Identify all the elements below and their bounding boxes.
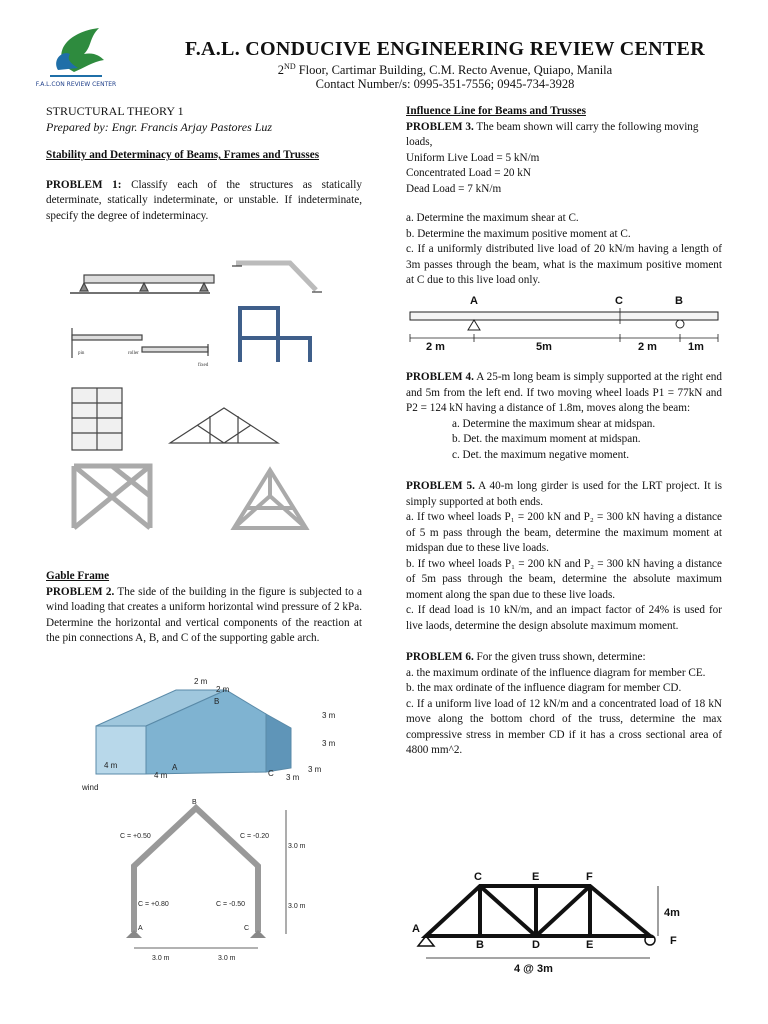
dim-4m-a: 4 m [104, 761, 118, 770]
p6-part-a: a. the maximum ordinate of the influence diagram for member CE. [406, 666, 706, 679]
dim-2m-a: 2 m [194, 677, 208, 686]
p5-part-b: b. If two wheel loads P₁ = 200 kN and P₂ = 300 kN having a distance of 5m pass through the beam, determine the absolute maximum moment along the span due to these live loads. [406, 557, 722, 601]
truss-figure [408, 866, 698, 976]
section-stability: Stability and Determinacy of Beams, Frames and Trusses [46, 149, 320, 161]
right-column [406, 104, 722, 289]
coef-c4: C = -0.50 [216, 901, 245, 908]
p3-load-1: Uniform Live Load = 5 kN/m [406, 151, 540, 164]
center-title: F.A.L. CONDUCIVE ENGINEERING REVIEW CENTER [185, 38, 705, 60]
fig-pin-label: pin [78, 351, 85, 356]
p4-part-b: b. Det. the maximum moment at midspan. [452, 433, 641, 445]
truss-node-e-top: E [532, 871, 540, 883]
p3-load-2: Concentrated Load = 20 kN [406, 167, 531, 179]
truss-node-c: C [474, 871, 482, 883]
gable-frame-figure [112, 798, 306, 970]
p6-part-c: c. If a uniform live load of 12 kN/m and a concentrated load of 18 kN move along the bottom chord of the truss, determine the max compressive stress in member CD if it has a cross sectional area of 4800 mm^2. [406, 697, 722, 756]
fig-roller-label: roller [128, 351, 139, 356]
p3-part-b: b. Determine the maximum positive moment at C. [406, 227, 631, 240]
problem-4: PROBLEM 4. A 25-m long beam is simply supported at the right end and 5m from the left end. If two moving wheel loads P1 = 77kN and P2 = 124 kN having a distance of 1.8m, moves along the beam: [406, 371, 722, 414]
truss-span: 4 @ 3m [514, 963, 553, 975]
building-figure [76, 676, 360, 794]
section-influence-line: Influence Line for Beams and Trusses [406, 105, 586, 117]
p3-part-c: c. If a uniformly distributed live load of 20 kN/m having a length of 3m passes through the beam, what is the maximum positive moment at C due to this live load only. [406, 243, 722, 286]
p4-part-c: c. Det. the maximum negative moment. [452, 448, 630, 461]
coef-c2: C = -0.20 [240, 833, 269, 840]
problem-2: PROBLEM 2. The side of the building in the figure is subjected to a wind loading that creates a uniform horizontal wind pressure of 2 kPa. Determine the horizontal and vertical components of the reaction at the pin connections A, B, and C of the supporting gable arch. [46, 585, 363, 644]
prepared-by: Prepared by: Engr. Francis Arjay Pastores Luz [46, 119, 273, 134]
problem-5: PROBLEM 5. A 40-m long girder is used for the LRT project. It is simply supported at both ends. [406, 480, 722, 508]
gable-h1: 3.0 m [288, 843, 306, 850]
fig-fixed-label: fixed [198, 363, 209, 368]
logo-icon [35, 26, 117, 102]
beam-dim-3: 2 m [638, 341, 657, 353]
gable-w2: 3.0 m [218, 955, 236, 962]
truss-node-f: F [670, 935, 677, 947]
truss-node-f-top: F [586, 871, 593, 883]
p6-part-b: b. the max ordinate of the influence diagram for member CD. [406, 682, 682, 694]
p5-part-c: c. If dead load is 10 kN/m, and an impact factor of 24% is used for live laods, determine the design absolute maximum moment. [406, 604, 722, 632]
left-column-lower [46, 569, 362, 647]
p5-part-a: a. If two wheel loads P₁ = 200 kN and P₂ = 300 kN having a distance of 5 m pass through the beam, determine the maximum moment at midspan due to these live loads. [406, 511, 722, 554]
gable-w1: 3.0 m [152, 955, 170, 962]
point-b: B [214, 697, 220, 706]
problem-1-figures [64, 248, 354, 538]
beam-point-a: A [470, 295, 478, 307]
beam-point-b: B [675, 295, 683, 307]
center-contact: Contact Number/s: 0995-351-7556; 0945-734-3928 [315, 77, 575, 91]
beam-point-c: C [615, 295, 623, 307]
center-address: 2ND Floor, Cartimar Building, C.M. Recto Avenue, Quiapo, Manila [277, 62, 613, 78]
dim-2m-b: 2 m [216, 685, 230, 694]
dim-4m-b: 4 m [154, 771, 168, 780]
subject-title: STRUCTURAL THEORY 1 [46, 104, 184, 118]
truss-node-d: D [532, 939, 540, 951]
coef-c1: C = +0.50 [120, 833, 151, 840]
truss-node-a: A [412, 923, 420, 935]
problem-3: PROBLEM 3. The beam shown will carry the following moving loads, [406, 120, 699, 148]
right-column-mid [406, 370, 722, 759]
dim-3m-c: 3 m [308, 765, 322, 774]
coef-c3: C = +0.80 [138, 901, 169, 908]
gable-point-c: C [244, 925, 250, 932]
beam-dim-1: 2 m [426, 341, 445, 353]
beam-dim-4: 1m [688, 341, 704, 353]
p4-part-a: a. Determine the maximum shear at midspan. [452, 417, 656, 430]
left-column [46, 104, 362, 224]
gable-h2: 3.0 m [288, 903, 306, 910]
truss-node-e: E [586, 939, 594, 951]
truss-height: 4m [664, 907, 680, 919]
section-gable-frame: Gable Frame [46, 570, 110, 582]
problem-6: PROBLEM 6. For the given truss shown, determine: [406, 651, 646, 663]
wind-label: wind [82, 783, 99, 792]
problem-1: PROBLEM 1: Classify each of the structures as statically determinate, statically indeterminate, or unstable. If indeterminate, specify the degree of indeterminacy. [46, 178, 362, 222]
p3-load-3: Dead Load = 7 kN/m [406, 182, 502, 195]
dim-3m-d: 3 m [286, 773, 300, 782]
dim-3m-a: 3 m [322, 711, 336, 720]
beam-figure [404, 290, 728, 352]
p3-part-a: a. Determine the maximum shear at C. [406, 212, 579, 224]
logo-text: F.A.L.CON REVIEW CENTER [35, 81, 117, 88]
truss-node-b: B [476, 939, 484, 951]
beam-dim-2: 5m [536, 341, 552, 353]
point-c: C [268, 769, 274, 778]
gable-point-a: A [138, 925, 143, 932]
point-a: A [172, 763, 178, 772]
dim-3m-b: 3 m [322, 739, 336, 748]
gable-point-b: B [192, 799, 197, 806]
